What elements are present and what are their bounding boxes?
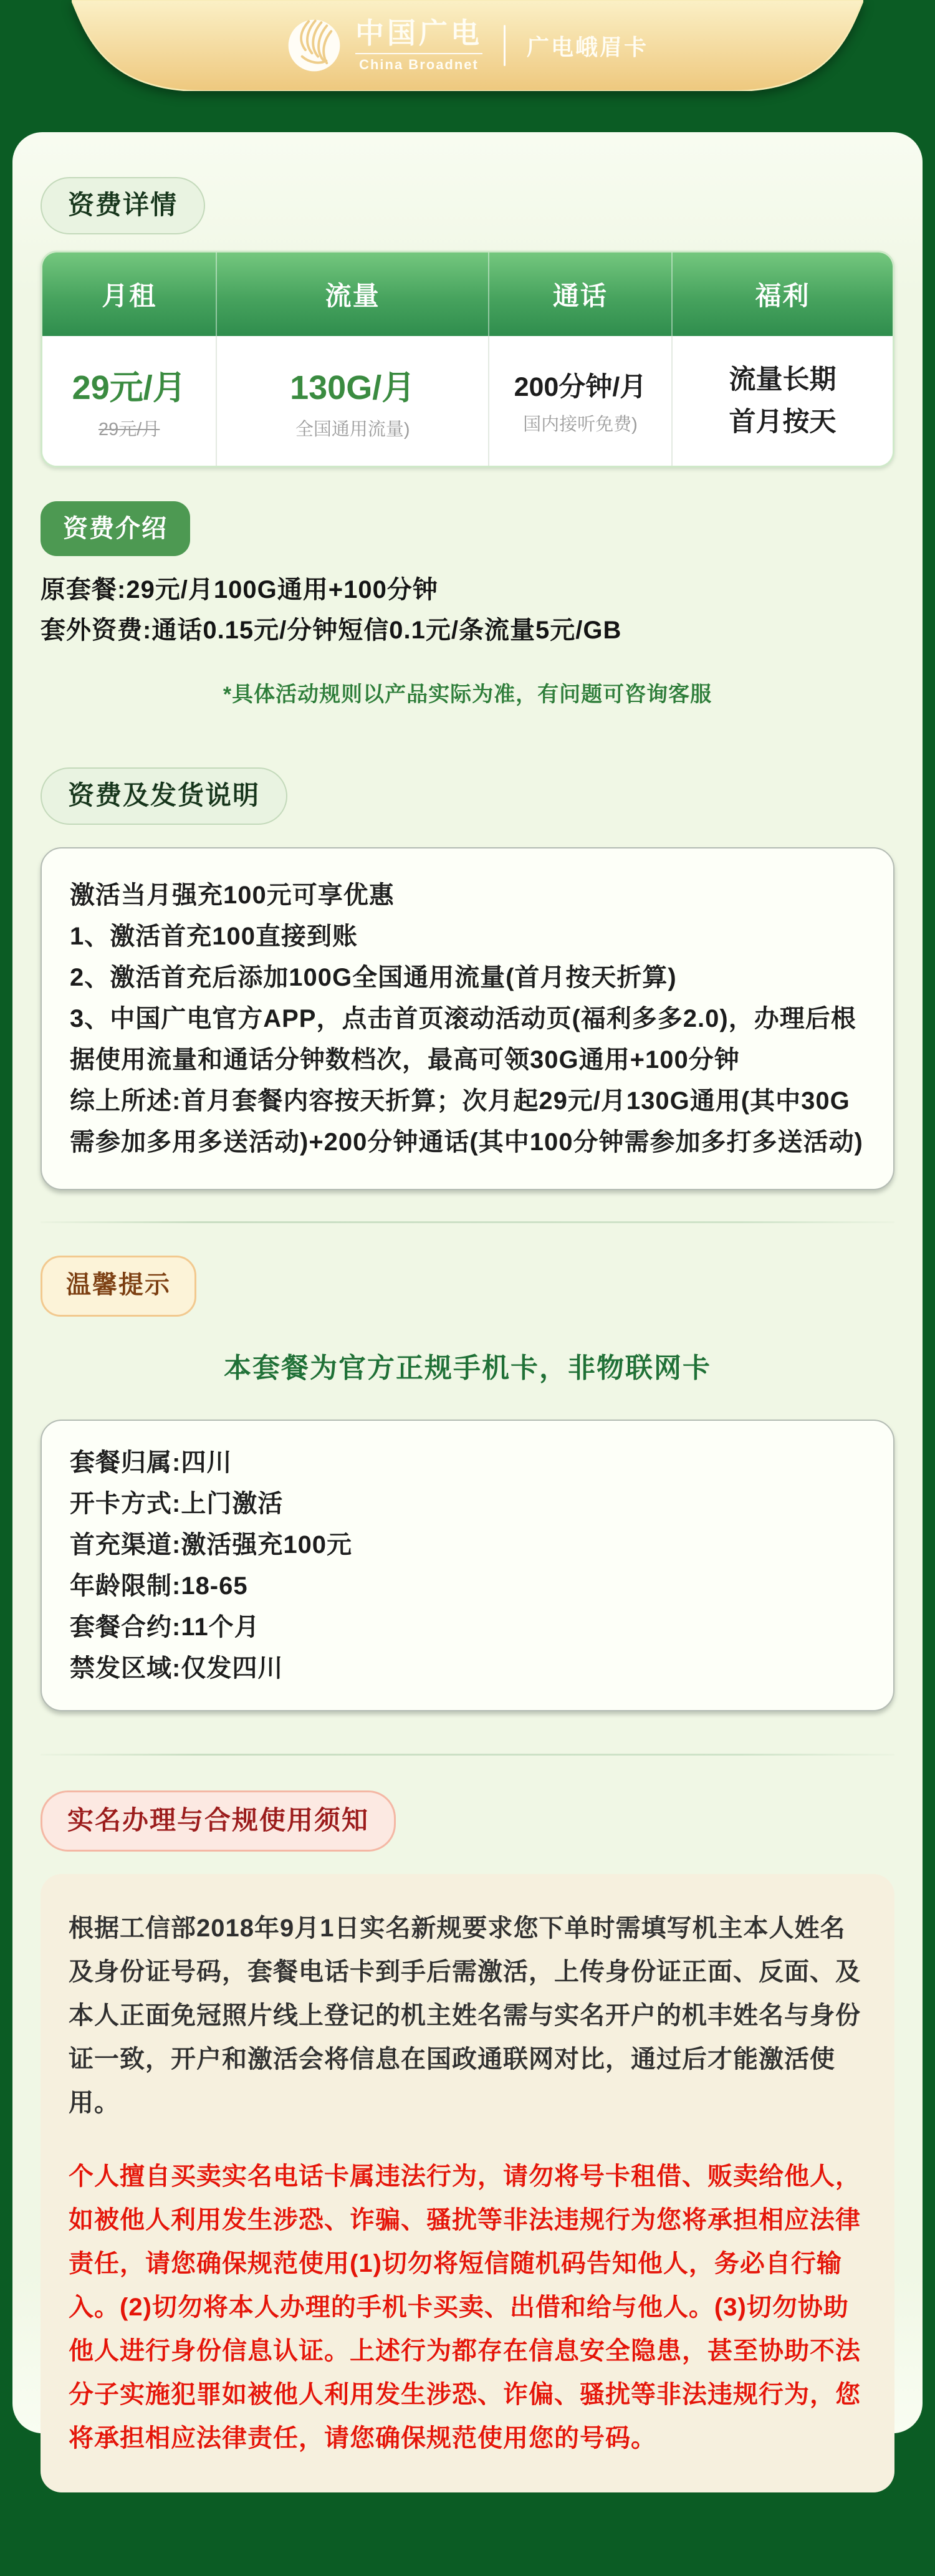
header-banner [72, 0, 863, 91]
pricing-table-value-row [42, 336, 893, 466]
brand-name-en: China Broadnet [359, 56, 479, 72]
pricing-cell-benefits [671, 336, 893, 466]
brand-name-cn: 中国广电 [355, 17, 482, 50]
legal-warning-paragraph: 个人擅自买卖实名电话卡属违法行为，请勿将号卡租借、贩卖给他人，如被他人利用发生涉恐、诈骗、骚扰等非法违规行为您将承担相应法律责任，请您确保规范使用(1)切勿将短信随机码告知他人，务必自行输入。(2)切勿将本人办理的手机卡买卖、出借和给与他人。(3)切勿协助他人进行身份信息认证。上述行为都存在信息安全隐患，甚至协助不法分子实施犯罪如被他人利用发生涉恐、诈偏、骚扰等非法违规行为，您将承担相应法律责任，请您确保规范使用您的号码。 [69, 2162, 861, 2452]
realname-regulation-paragraph: 根据工信部2018年9月1日实名新规要求您下单时需填写机主本人姓名及身份证号码，套餐电话卡到手后需激活，上传身份证正面、反面、及本人正面免冠照片线上登记的机主姓名需与实名开户的机丰姓名与身份证一致，开户和激活会将信息在国政通联网对比，通过后才能激活使用。 [69, 1914, 861, 2117]
monthly-fee-value: 29元/月 [72, 369, 186, 406]
section-divider [41, 1754, 894, 1756]
activity-rule-note: *具体活动规则以产品实际为准，有问题可咨询客服 [223, 682, 712, 706]
product-name: 广电峨眉卡 [526, 34, 648, 60]
monthly-fee-original-price: 29元/月 [98, 420, 160, 440]
pricing-table-header-row [42, 252, 893, 336]
section-title-realname: 实名办理与合规使用须知 [41, 1790, 396, 1852]
pricing-table-header-calls: 通话 [488, 252, 671, 336]
benefit-line-1: 流量长期 [729, 364, 837, 395]
contract-term-line: 套餐合约:11个月 [70, 1613, 260, 1641]
delivery-line-4: 3、中国广电官方APP，点击首页滚动活动页(福利多多2.0)，办理后根据使用流量和通话分钟数档次，最高可领30G通用+100分钟 [70, 1004, 856, 1074]
section-title-pricing: 资费详情 [41, 177, 205, 234]
data-allowance-note: 全国通用流量) [295, 420, 410, 440]
first-recharge-line: 首充渠道:激活强充100元 [70, 1531, 353, 1559]
shipping-restriction-line: 禁发区域:仅发四川 [70, 1654, 284, 1682]
data-allowance-value: 130G/月 [290, 369, 416, 406]
plan-region-line: 套餐归属:四川 [70, 1448, 233, 1476]
call-minutes-value: 200分钟/月 [514, 372, 647, 402]
call-minutes-note: 国内接听免费) [523, 415, 638, 435]
intro-overage-fee-line: 套外资费:通话0.15元/分钟短信0.1元/条流量5元/GB [41, 616, 622, 644]
pricing-cell-data [216, 336, 488, 466]
pricing-table-header-benefits: 福利 [671, 252, 893, 336]
header-divider [504, 25, 506, 66]
delivery-line-2: 1、激活首充100直接到账 [70, 922, 358, 950]
header-content [72, 0, 863, 91]
benefit-line-2: 首月按天 [729, 407, 837, 437]
section-title-delivery: 资费及发货说明 [41, 767, 287, 825]
age-limit-line: 年龄限制:18-65 [70, 1572, 248, 1600]
pricing-table [41, 251, 894, 468]
brand-text-block [355, 18, 482, 72]
plan-attributes-card [41, 1420, 894, 1711]
section-divider [41, 1221, 894, 1223]
section-badge-intro: 资费介绍 [41, 501, 190, 556]
official-card-highlight: 本套餐为官方正规手机卡，非物联网卡 [224, 1352, 711, 1383]
activation-method-line: 开卡方式:上门激活 [70, 1489, 284, 1517]
section-badge-tips: 温馨提示 [41, 1256, 196, 1317]
intro-text-block [41, 570, 894, 651]
pricing-cell-calls [488, 336, 671, 466]
realname-notice-card [41, 1874, 894, 2492]
china-broadnet-logo-icon [287, 18, 342, 73]
delivery-line-1: 激活当月强充100元可享优惠 [70, 881, 395, 909]
content-panel [12, 132, 923, 2452]
pricing-cell-monthly-fee [42, 336, 216, 466]
china-broadnet-logo [287, 18, 482, 73]
delivery-line-5: 综上所述:首月套餐内容按天折算；次月起29元/月130G通用(其中30G需参加多用多送活动)+200分钟通话(其中100分钟需参加多打多送活动) [70, 1087, 863, 1156]
pricing-table-header-data: 流量 [216, 252, 488, 336]
delivery-notes-card [41, 847, 894, 1190]
delivery-line-3: 2、激活首充后添加100G全国通用流量(首月按天折算) [70, 963, 677, 991]
intro-original-plan-line: 原套餐:29元/月100G通用+100分钟 [41, 576, 438, 603]
brand-underline [355, 53, 482, 54]
pricing-table-header-monthly-fee: 月租 [102, 281, 157, 310]
